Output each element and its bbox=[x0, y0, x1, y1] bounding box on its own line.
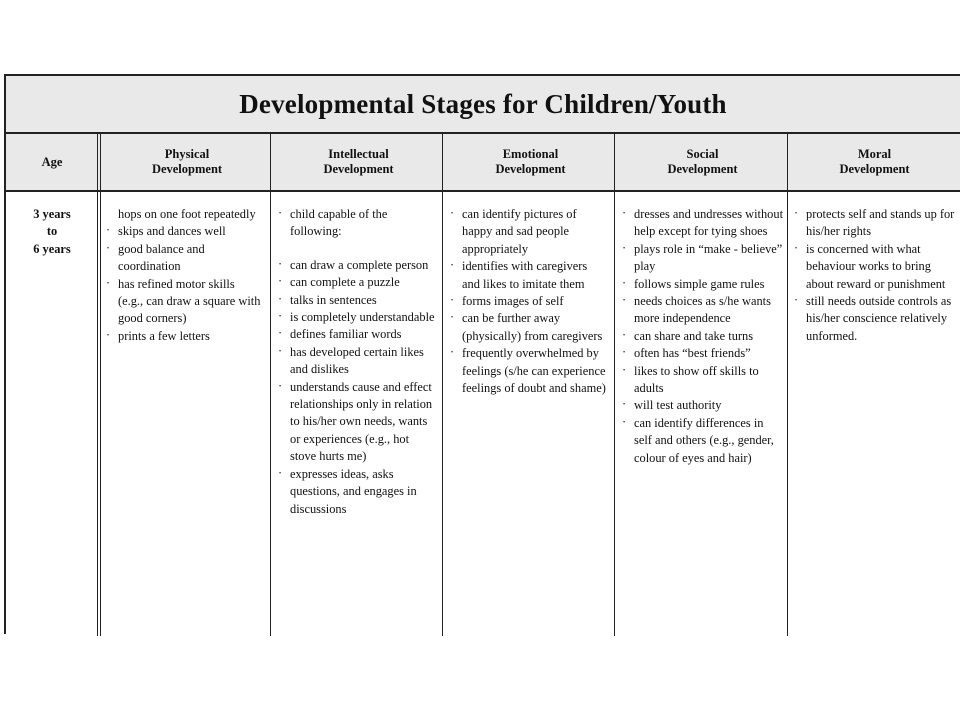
age-range-to: to bbox=[46, 224, 58, 239]
list-item: · has refined motor skills (e.g., can draw a square with good corners) bbox=[104, 276, 262, 328]
cell-age bbox=[6, 206, 98, 258]
list-item: · good balance and coordination bbox=[104, 241, 262, 276]
list-item: · follows simple game rules bbox=[620, 276, 784, 293]
list-item: · is concerned with what behaviour works to bring about reward or punishment bbox=[792, 241, 956, 293]
age-range-end: 6 years bbox=[33, 241, 71, 256]
list-item: · talks in sentences bbox=[276, 292, 438, 309]
header-age-label: Age bbox=[41, 154, 63, 169]
list-item: · can complete a puzzle bbox=[276, 274, 438, 291]
list-item: · defines familiar words bbox=[276, 326, 438, 343]
list-item: · can be further away (physically) from caregivers bbox=[448, 310, 608, 345]
header-social-line2: Development bbox=[667, 162, 738, 176]
list-item: hops on one foot repeatedly bbox=[118, 207, 256, 221]
list-item: · can draw a complete person bbox=[276, 257, 438, 274]
list-item: · can identify pictures of happy and sad people appropriately bbox=[448, 206, 608, 258]
list-item: · likes to show off skills to adults bbox=[620, 363, 784, 398]
header-moral-line1: Moral bbox=[857, 147, 892, 161]
list-item: · prints a few letters bbox=[104, 328, 262, 345]
list-item: · plays role in “make - believe” play bbox=[620, 241, 784, 276]
list-item: · identifies with caregivers and likes to imitate them bbox=[448, 258, 608, 293]
header-social-line1: Social bbox=[686, 147, 719, 161]
header-physical bbox=[102, 134, 272, 190]
list-item: · forms images of self bbox=[448, 293, 608, 310]
list-item: · often has “best friends” bbox=[620, 345, 784, 362]
table-title-bar bbox=[6, 76, 960, 134]
column-divider bbox=[614, 134, 615, 636]
list-item: · still needs outside controls as his/her conscience relatively unformed. bbox=[792, 293, 956, 345]
list-item: · can share and take turns bbox=[620, 328, 784, 345]
column-divider bbox=[270, 134, 271, 636]
list-item: · will test authority bbox=[620, 397, 784, 414]
header-intellectual-line1: Intellectual bbox=[328, 147, 389, 161]
header-emotional bbox=[445, 134, 616, 190]
list-item: · frequently overwhelmed by feelings (s/he can experience feelings of doubt and shame) bbox=[448, 345, 608, 397]
column-divider bbox=[442, 134, 443, 636]
list-item: · understands cause and effect relationships only in relation to his/her own needs, wants or experiences (e.g., hot stove hurts me) bbox=[276, 379, 438, 466]
list-item: · dresses and undresses without help except for tying shoes bbox=[620, 206, 784, 241]
header-age bbox=[6, 134, 98, 190]
list-item: · child capable of the following: bbox=[276, 206, 438, 241]
column-divider bbox=[787, 134, 788, 636]
cell-social bbox=[620, 206, 784, 467]
header-moral-line2: Development bbox=[839, 162, 910, 176]
header-intellectual bbox=[273, 134, 444, 190]
header-row bbox=[6, 134, 960, 192]
header-intellectual-line2: Development bbox=[323, 162, 394, 176]
header-emotional-line1: Emotional bbox=[502, 147, 559, 161]
list-item: · expresses ideas, asks questions, and engages in discussions bbox=[276, 466, 438, 518]
list-item: · has developed certain likes and dislikes bbox=[276, 344, 438, 379]
cell-moral bbox=[792, 206, 956, 345]
list-item: · needs choices as s/he wants more independence bbox=[620, 293, 784, 328]
list-item: · skips and dances well bbox=[104, 223, 262, 240]
cell-emotional bbox=[448, 206, 608, 397]
list-item: · protects self and stands up for his/her rights bbox=[792, 206, 956, 241]
age-range-start: 3 years bbox=[33, 207, 71, 221]
header-physical-line1: Physical bbox=[164, 147, 210, 161]
stages-table bbox=[4, 74, 960, 634]
header-social bbox=[617, 134, 788, 190]
header-physical-line2: Development bbox=[151, 162, 223, 176]
table-title: Developmental Stages for Children/Youth bbox=[239, 88, 727, 119]
cell-physical bbox=[104, 206, 262, 345]
cell-intellectual bbox=[276, 206, 438, 518]
header-moral bbox=[789, 134, 960, 190]
list-item: · can identify differences in self and others (e.g., gender, colour of eyes and hair) bbox=[620, 415, 784, 467]
list-item: · is completely understandable bbox=[276, 309, 438, 326]
header-emotional-line2: Development bbox=[495, 162, 566, 176]
